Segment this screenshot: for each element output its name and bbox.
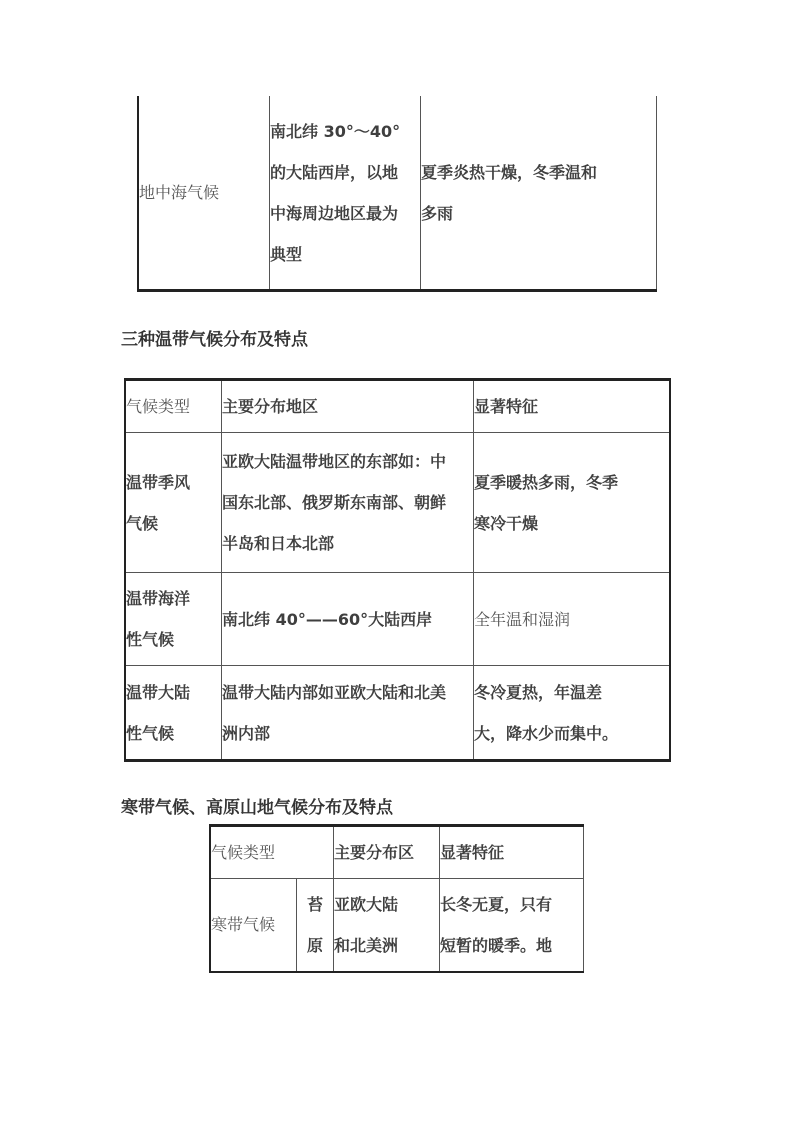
table-row bbox=[210, 879, 584, 972]
section-heading-cold-highland: 寒带气候、高原山地气候分布及特点 bbox=[121, 798, 393, 818]
region-cell bbox=[270, 96, 421, 291]
region-line: 国东北部、俄罗斯东南部、朝鲜 bbox=[222, 493, 447, 512]
temperate-climate-table bbox=[124, 378, 671, 762]
climate-type-text: 寒带气候 bbox=[211, 915, 276, 935]
header-region: 主要分布地区 bbox=[222, 380, 474, 433]
region-line: 南北纬 30°～40° bbox=[270, 121, 401, 141]
type-line: 温带季风 bbox=[126, 472, 191, 492]
region-line: 亚欧大陆温带地区的东部如：中 bbox=[222, 452, 447, 471]
table-row bbox=[138, 96, 657, 291]
header-feature: 显著特征 bbox=[440, 826, 584, 879]
feature-cell bbox=[474, 573, 671, 666]
table-header-row bbox=[210, 826, 584, 879]
region-cell bbox=[222, 573, 474, 666]
climate-type-cell bbox=[210, 879, 297, 972]
region-line: 中海周边地区最为 bbox=[270, 203, 399, 223]
feature-line: 寒冷干燥 bbox=[474, 513, 539, 533]
region-line: 洲内部 bbox=[222, 723, 271, 743]
region-cell bbox=[222, 433, 474, 573]
feature-line: 冬冷夏热，年温差 bbox=[474, 682, 603, 702]
header-region: 主要分布区 bbox=[334, 826, 440, 879]
type-line: 温带海洋 bbox=[126, 589, 191, 608]
climate-type-text: 地中海气候 bbox=[139, 183, 220, 202]
type-line: 气候 bbox=[126, 513, 159, 533]
region-line: 亚欧大陆 bbox=[334, 894, 399, 914]
subtype-cell bbox=[297, 879, 334, 972]
type-line: 温带大陆 bbox=[126, 682, 191, 702]
header-climate-type: 气候类型 bbox=[125, 380, 222, 433]
feature-line: 多雨 bbox=[421, 203, 454, 223]
type-line: 性气候 bbox=[126, 723, 175, 743]
feature-cell bbox=[474, 433, 671, 573]
feature-line: 全年温和湿润 bbox=[474, 609, 571, 629]
table-row bbox=[125, 433, 670, 573]
climate-type-cell bbox=[125, 573, 222, 666]
region-line: 的大陆西岸，以地 bbox=[270, 162, 399, 182]
feature-cell bbox=[474, 666, 671, 761]
feature-cell bbox=[440, 879, 584, 972]
climate-type-cell bbox=[125, 666, 222, 761]
table-header-row bbox=[125, 380, 670, 433]
cold-highland-climate-table bbox=[209, 824, 584, 973]
table-row bbox=[125, 573, 670, 666]
region-line: 典型 bbox=[270, 244, 303, 264]
feature-cell bbox=[421, 96, 657, 291]
feature-line: 夏季暖热多雨，冬季 bbox=[474, 472, 619, 492]
header-climate-type: 气候类型 bbox=[210, 826, 334, 879]
region-cell bbox=[334, 879, 440, 972]
region-line: 南北纬 40°——60°大陆西岸 bbox=[222, 609, 433, 629]
region-line: 半岛和日本北部 bbox=[222, 534, 335, 553]
mediterranean-climate-table bbox=[137, 96, 657, 292]
climate-type-cell bbox=[125, 433, 222, 573]
header-feature: 显著特征 bbox=[474, 380, 671, 433]
section-heading-temperate: 三种温带气候分布及特点 bbox=[121, 330, 308, 350]
type-line: 性气候 bbox=[126, 630, 175, 649]
feature-line: 夏季炎热干燥，冬季温和 bbox=[421, 162, 598, 182]
region-line: 温带大陆内部如亚欧大陆和北美 bbox=[222, 682, 447, 702]
region-line: 和北美洲 bbox=[334, 935, 399, 955]
subtype-line: 原 bbox=[306, 935, 323, 955]
climate-type-cell bbox=[138, 96, 270, 291]
subtype-line: 苔 bbox=[306, 894, 323, 914]
table-row bbox=[125, 666, 670, 761]
feature-line: 大，降水少而集中。 bbox=[474, 723, 619, 743]
region-cell bbox=[222, 666, 474, 761]
feature-line: 长冬无夏，只有 bbox=[440, 894, 553, 914]
feature-line: 短暂的暖季。地 bbox=[440, 935, 553, 955]
